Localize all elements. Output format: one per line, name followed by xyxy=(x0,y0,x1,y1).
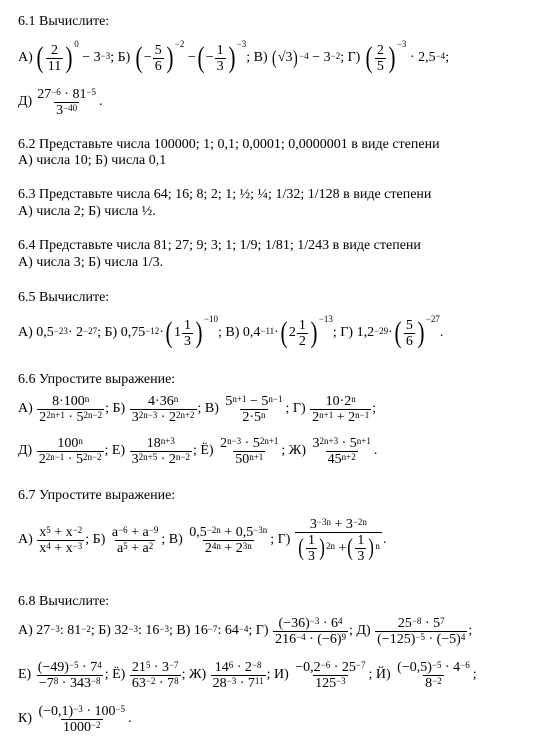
heading-6-6: 6.6 Упростите выражение: xyxy=(18,372,176,387)
task-6-4-line2: А) числа 3; Б) числа 1/3. xyxy=(18,255,164,270)
task-6-2-line1: 6.2 Представьте числа 100000; 1; 0,1; 0,0001; 0,0000001 в виде степени xyxy=(18,137,440,152)
heading-6-8: 6.8 Вычислите: xyxy=(18,594,110,609)
formula-6-1-abvg: А) ( $\frac{2}{11}$ ) $^0$ − 3 $^{-3}$ ; Б) ( − $\frac{5}{6}$ ) $^{-2}$ − ( − $\frac{1}{3}$ ) $^{-3}$ ; В) ( √3 ) $^{-4}$ − 3 $^{-2}$ ; Г) ( $\frac{2}{5}$ ) $^{-3}$ · 2,5 $^{-4}$ ; xyxy=(18,39,450,74)
heading-6-1: 6.1 Вычислите: xyxy=(18,14,110,29)
heading-6-7: 6.7 Упростите выражение: xyxy=(18,488,176,503)
formula-6-8-row2: Е) $\frac{(-49)^{-5} \cdot 7^4}{-7^8 \cdot 343^{-8}}$ ; Ё) $\frac{21^5 \cdot 3^{-7}}{63^{-2} \cdot 7^8}$ ; Ж) $\frac{14^6 \cdot 2^{-8}}{28^{-3} \cdot 7^{11}}$ ; И) $\frac{-0,2^{-6} \cdot 25^{-7}}{125^{-3}}$ ; Й) $\frac{(-0,5)^{-5} \cdot 4^{-6}}{8^{-2}}$ ; xyxy=(18,659,477,691)
task-6-3-line2: А) числа 2; Б) числа ½. xyxy=(18,204,156,219)
formula-6-6-row2: Д) $\frac{100^n}{2^{2n-1} \cdot 5^{2n-2}}$ ; Е) $\frac{18^{n+3}}{3^{2n+5} \cdot 2^{n-2}}$ ; Ё) $\frac{2^{n-3} \cdot 5^{2n+1}}{50^{n+1}}$ ; Ж) $\frac{3^{2n+3} \cdot 5^{n+1}}{45^{n+2}}$ . xyxy=(18,435,378,467)
heading-6-5: 6.5 Вычислите: xyxy=(18,290,110,305)
task-6-4-line1: 6.4 Представьте числа 81; 27; 9; 3; 1; 1/9; 1/81; 1/243 в виде степени xyxy=(18,238,421,253)
formula-6-7: А) $\frac{x^5 + x^{-2}}{x^4 + x^{-3}}$ ; Б) $\frac{a^{-6} + a^{-9}}{a^5 + a^2}$ ; В) $\frac{0,5^{-2n} + 0,5^{-3n}}{2^{4n} + 2^{3n}}$ ; Г) $3^{-3n} + 3^{-2n}$ ( $\frac{1}{3}$ ) $^{2n}$ + ( $\frac{1}{3}$ ) $^n$ . xyxy=(18,516,387,564)
formula-6-5: А) 0,5 $^{-23}$ · 2 $^{-27}$ ; Б) 0,75 $^{-12}$ · ( 1 $\frac{1}{3}$ ) $^{-10}$ ; В) 0,4 $^{-11}$ · ( 2 $\frac{1}{2}$ ) $^{-13}$ ; Г) 1,2 $^{-29}$ · ( $\frac{5}{6}$ ) $^{-27}$ . xyxy=(18,314,444,349)
task-6-3-line1: 6.3 Представьте числа 64; 16; 8; 2; 1; ½; ¼; 1/32; 1/128 в виде степени xyxy=(18,187,432,202)
formula-6-1-d: Д) $\frac{27^{-6} \cdot 81^{-5}}{3^{-40}}$ . xyxy=(18,86,103,118)
task-6-2-line2: А) числа 10; Б) числа 0,1 xyxy=(18,153,167,168)
formula-6-8-row3: К) $\frac{(-0,1)^{-3} \cdot 100^{-5}}{1000^{-2}}$ . xyxy=(18,703,132,735)
formula-6-6-row1: А) $\frac{8\cdot 100^n}{2^{2n+1} \cdot 5^{2n-2}}$ ; Б) $\frac{4\cdot 36^n}{3^{2n-3} \cdot 2^{2n+2}}$ ; В) $\frac{5^{n+1} - 5^{n-1}}{2\cdot 5^n}$ ; Г) $\frac{10\cdot 2^n}{2^{n+1} + 2^{n-1}}$ ; xyxy=(18,393,377,425)
formula-6-8-row1: А) 27 $^{-3}$ : 81 $^{-2}$ ; Б) 32 $^{-3}$ : 16 $^{-3}$ ; В) 16 $^{-7}$ : 64 $^{-4}$ ; Г) $\frac{(-36)^{-3} \cdot 6^4}{216^{-4} \cdot (-6)^9}$ ; Д) $\frac{25^{-8} \cdot 5^7}{(-125)^{-5} \cdot (-5)^4}$ ; xyxy=(18,615,473,647)
